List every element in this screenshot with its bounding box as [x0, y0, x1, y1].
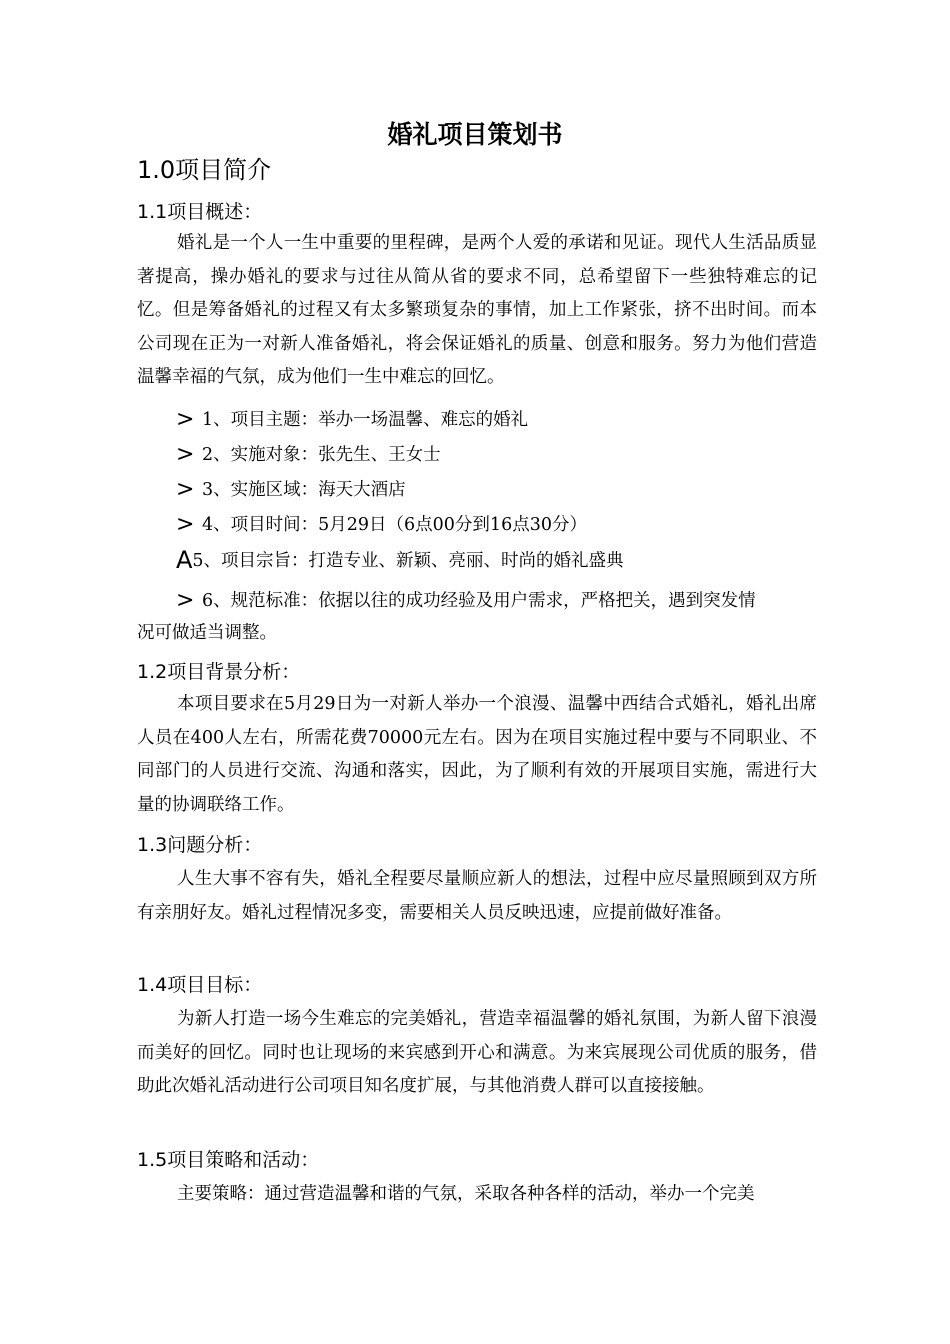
- bullet-arrow-icon: >: [176, 407, 195, 432]
- list-item: [176, 508, 826, 542]
- bullet-arrow-icon: >: [176, 477, 195, 502]
- section-1-1-heading: 1.1项目概述：: [137, 201, 263, 223]
- list-item-text: 2、实施对象：张先生、王女士: [202, 445, 441, 465]
- document-title: 婚礼项目策划书: [387, 120, 563, 149]
- bullet-arrow-icon: >: [176, 442, 195, 467]
- section-1-4-paragraph: 为新人打造一场今生难忘的完美婚礼，营造幸福温馨的婚礼氛围，为新人留下浪漫而美好的回忆。同时也让现场的来宾感到开心和满意。为来宾展现公司优质的服务，借助此次婚礼活动进行公司项目知名度扩展，与其他消费人群可以直接接触。: [137, 1009, 817, 1096]
- list-item-text: 4、项目时间：5月29日（6点00分到16点30分）: [202, 515, 587, 535]
- section-1-4-heading: 1.4项目目标：: [137, 974, 263, 996]
- section-1-1-paragraph: 婚礼是一个人一生中重要的里程碑，是两个人爱的承诺和见证。现代人生活品质显著提高，操办婚礼的要求与过往从简从省的要求不同，总希望留下一些独特难忘的记忆。但是筹备婚礼的过程又有太多繁琐复杂的事情，加上工作紧张，挤不出时间。而本公司现在正为一对新人准备婚礼，将会保证婚礼的质量、创意和服务。努力为他们营造温馨幸福的气氛，成为他们一生中难忘的回忆。: [137, 233, 817, 387]
- list-item: [176, 438, 826, 472]
- list-item-text: 6、规范标准：依据以往的成功经验及用户需求，严格把关，遇到突发情: [202, 591, 756, 611]
- bullet-arrow-icon: >: [176, 512, 195, 537]
- section-1-2-heading: 1.2项目背景分析：: [137, 661, 301, 683]
- bullet-letter-icon: A: [176, 546, 193, 574]
- list-item-continuation: 况可做适当调整。: [137, 623, 277, 643]
- list-item: [176, 584, 826, 618]
- list-item: [176, 473, 826, 507]
- list-item: [176, 403, 826, 437]
- list-item: [176, 544, 826, 578]
- section-1-3-paragraph: 人生大事不容有失，婚礼全程要尽量顺应新人的想法，过程中应尽量照顾到双方所有亲朋好友。婚礼过程情况多变，需要相关人员反映迅速，应提前做好准备。: [137, 869, 817, 923]
- list-item-text: 1、项目主题：举办一场温馨、难忘的婚礼: [202, 410, 529, 430]
- list-item-text: 3、实施区域：海天大酒店: [202, 480, 406, 500]
- list-item-text: 5、项目宗旨：打造专业、新颖、亮丽、时尚的婚礼盛典: [192, 551, 624, 571]
- bullet-arrow-icon: >: [176, 588, 195, 613]
- section-1-2-paragraph: 本项目要求在5月29日为一对新人举办一个浪漫、温馨中西结合式婚礼，婚礼出席人员在400人左右，所需花费70000元左右。因为在项目实施过程中要与不同职业、不同部门的人员进行交流、沟通和落实，因此，为了顺利有效的开展项目实施，需进行大量的协调联络工作。: [137, 694, 817, 815]
- section-1-0-heading: 1.0项目简介: [137, 156, 272, 184]
- section-1-5-paragraph: 主要策略：通过营造温馨和谐的气氛，采取各种各样的活动，举办一个完美: [177, 1184, 755, 1204]
- section-1-5-heading: 1.5项目策略和活动：: [137, 1149, 320, 1171]
- section-1-3-heading: 1.3问题分析：: [137, 834, 263, 856]
